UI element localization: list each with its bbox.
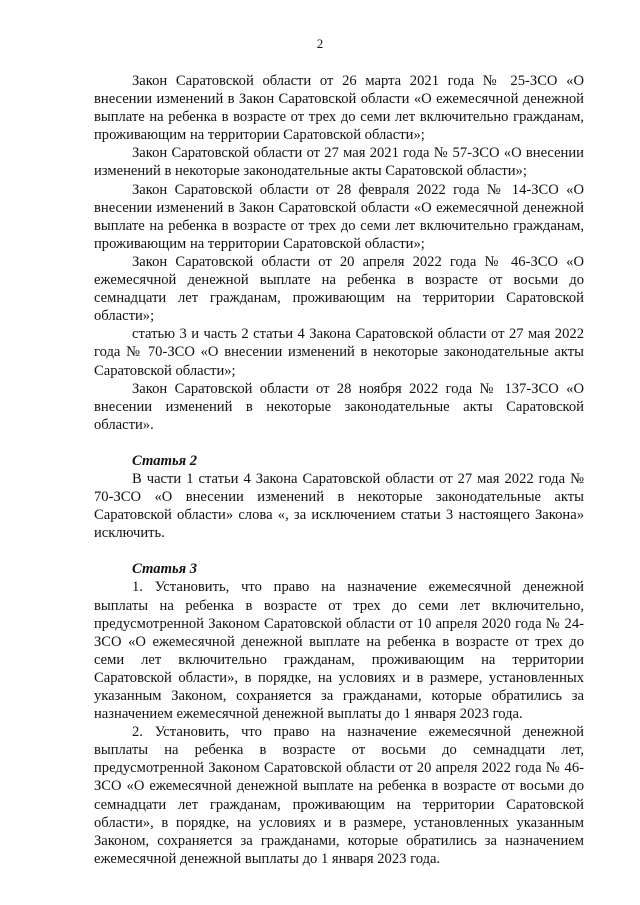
page-number: 2	[316, 36, 324, 51]
law-list-item: Закон Саратовской области от 27 мая 2021 года № 57-ЗСО «О внесении изменений в некоторые законодательные акты Саратовской области»;	[94, 145, 584, 180]
article-2-heading: Статья 2	[132, 452, 198, 469]
article-2-text: В части 1 статьи 4 Закона Саратовской области от 27 мая 2022 года № 70-ЗСО «О внесении изменений в некоторые законодательные акты Саратовской области» слова «, за исключением статьи 3 настоящего Закона» исключить.	[94, 470, 584, 542]
article-3-paragraph-1: 1. Установить, что право на назначение ежемесячной денежной выплаты на ребенка в возрасте от трех до семи лет включительно, предусмотренной Законом Саратовской области от 10 апреля 2020 года № 24-ЗСО «О ежемесячной денежной выплате на ребенка в возрасте от трех до семи лет включительно гражданам, проживающим на территории Саратовской области», в порядке, на условиях и в размере, установленных указанным Законом, сохраняется за гражданами, которые обратились за назначением ежемесячной денежной выплаты до 1 января 2023 года.	[94, 579, 584, 723]
article-3-heading: Статья 3	[132, 561, 198, 578]
law-list-item: Закон Саратовской области от 26 марта 2021 года № 25-ЗСО «О внесении изменений в Закон Саратовской области «О ежемесячной денежной выплате на ребенка в возрасте от трех до семи лет включительно гражданам, проживающим на территории Саратовской области»;	[94, 73, 584, 144]
law-list-item: статью 3 и часть 2 статьи 4 Закона Саратовской области от 27 мая 2022 года № 70-ЗСО «О внесении изменений в некоторые законодательные акты Саратовской области»;	[94, 326, 584, 379]
law-list-item: Закон Саратовской области от 28 ноября 2022 года № 137-ЗСО «О внесении изменений в некоторые законодательные акты Саратовской области».	[94, 380, 584, 433]
spacer	[94, 434, 584, 452]
law-list-item: Закон Саратовской области от 28 февраля 2022 года № 14-ЗСО «О внесении изменений в Закон Саратовской области «О ежемесячной денежной выплате на ребенка в возрасте от трех до семи лет включительно гражданам, проживающим на территории Саратовской области»;	[94, 181, 584, 252]
article-3-paragraph-2: 2. Установить, что право на назначение ежемесячной денежной выплаты на ребенка в возрасте от восьми до семнадцати лет, предусмотренной Законом Саратовской области от 20 апреля 2022 года № 46-ЗСО «О ежемесячной денежной выплате на ребенка в возрасте от восьми до семнадцати лет гражданам, проживающим на территории Саратовской области», в порядке, на условиях и в размере, установленных указанным Законом, сохраняется за гражданами, которые обратились за назначением ежемесячной денежной выплаты до 1 января 2023 года.	[94, 724, 584, 867]
law-list-item: Закон Саратовской области от 20 апреля 2022 года № 46-ЗСО «О ежемесячной денежной выплате на ребенка в возрасте от восьми до семнадцати лет гражданам, проживающим на территории Саратовской области»;	[94, 253, 584, 325]
spacer	[94, 542, 584, 560]
document-body	[94, 72, 584, 868]
